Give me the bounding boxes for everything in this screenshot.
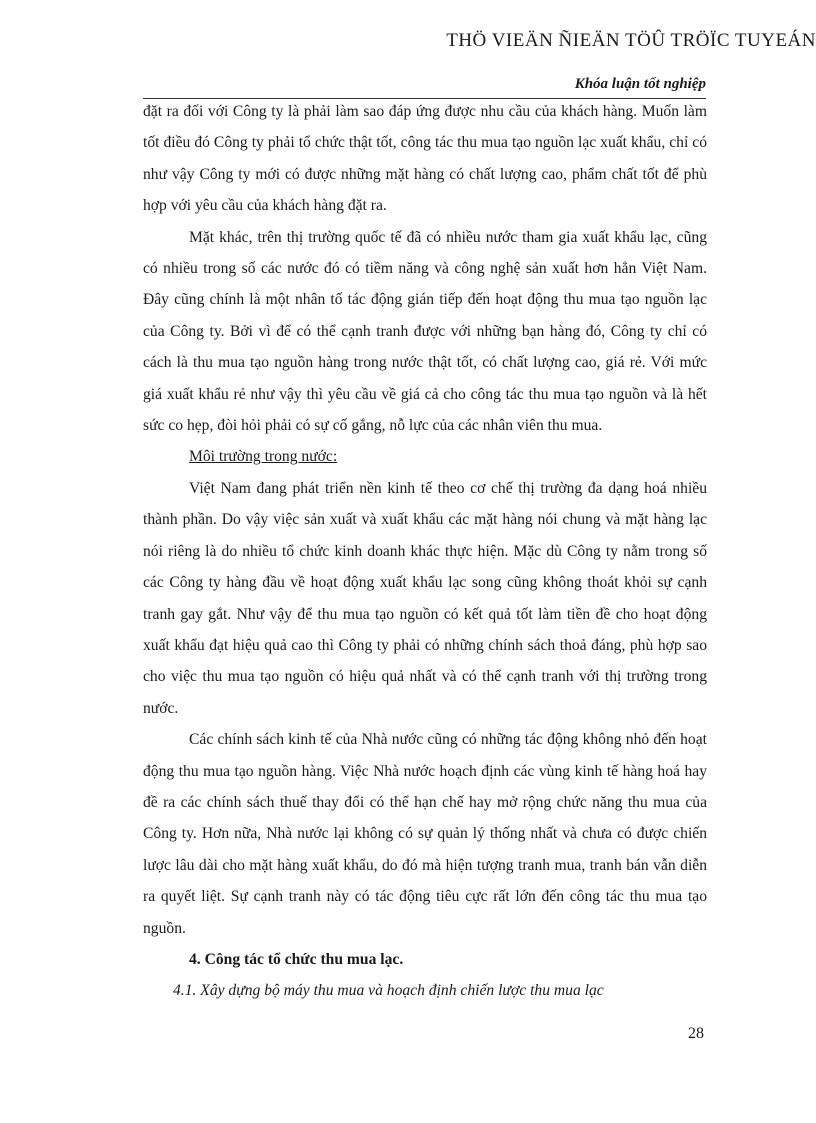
page-number: 28 <box>688 1025 704 1042</box>
page-body <box>143 96 707 1007</box>
library-banner: THÖ VIEÄN ÑIEÄN TÖÛ TRÖÏC TUYEÁN <box>446 30 816 51</box>
section-heading: 4. Công tác tổ chức thu mua lạc. <box>189 950 404 968</box>
paragraph-2: Mặt khác, trên thị trường quốc tế đã có nhiều nước tham gia xuất khẩu lạc, cũng có nhiều trong số các nước đó có tiềm năng và công nghệ sản xuất hơn hẳn Việt Nam. Đây cũng chính là một nhân tố tác động gián tiếp đến hoạt động thu mua tạo nguồn lạc của Công ty. Bởi vì để có thể cạnh tranh được với những bạn hàng đó, Công ty chỉ có cách là thu mua tạo nguồn hàng trong nước thật tốt, có chất lượng cao, giá rẻ. Với mức giá xuất khẩu rẻ như vậy thì yêu cầu về giá cả cho công tác thu mua tạo nguồn và là hết sức co hẹp, đòi hỏi phải có sự cố gắng, nỗ lực của các nhân viên thu mua. <box>143 228 707 435</box>
subsection-heading: 4.1. Xây dựng bộ máy thu mua và hoạch định chiến lược thu mua lạc <box>173 982 604 1000</box>
paragraph-4: Các chính sách kinh tế của Nhà nước cũng có những tác động không nhỏ đến hoạt động thu mua tạo nguồn hàng. Việc Nhà nước hoạch định các vùng kinh tế hàng hoá hay đề ra các chính sách thuế thay đổi có thể hạn chế hay mở rộng chức năng thu mua của Công ty. Hơn nữa, Nhà nước lại không có sự quản lý thống nhất và chưa có được chiến lược lâu dài cho mặt hàng xuất khẩu, do đó mà hiện tượng tranh mua, tranh bán vẫn diễn ra quyết liệt. Sự cạnh tranh này có tác động tiêu cực rất lớn đến công tác thu mua tạo nguồn. <box>143 731 707 937</box>
paragraph-1: đặt ra đối với Công ty là phải làm sao đáp ứng được nhu cầu của khách hàng. Muốn làm tốt điều đó Công ty phải tổ chức thật tốt, công tác thu mua tạo nguồn lạc xuất khẩu, chỉ có như vậy Công ty mới có được những mặt hàng có chất lượng cao, phẩm chất tốt để phù hợp với yêu cầu của khách hàng đặt ra. <box>143 103 707 215</box>
paragraph-3: Việt Nam đang phát triển nền kinh tế theo cơ chế thị trường đa dạng hoá nhiều thành phần. Do vậy việc sản xuất và xuất khẩu các mặt hàng nói chung và mặt hàng lạc nói riêng là do nhiều tổ chức kinh doanh khác thực hiện. Mặc dù Công ty nằm trong số các Công ty hàng đầu về hoạt động xuất khẩu lạc song cũng không thoát khỏi sự cạnh tranh gay gắt. Như vậy để thu mua tạo nguồn có kết quả tốt làm tiền đề cho hoạt động xuất khẩu đạt hiệu quả cao thì Công ty phải có những chính sách thoả đáng, phù hợp sao cho việc thu mua tạo nguồn có hiệu quả nhất và có thể cạnh tranh với thị trường trong nước. <box>143 479 707 717</box>
running-head: Khóa luận tốt nghiệp <box>574 76 706 92</box>
subheading-domestic-environment: Môi trường trong nước: <box>189 448 338 466</box>
